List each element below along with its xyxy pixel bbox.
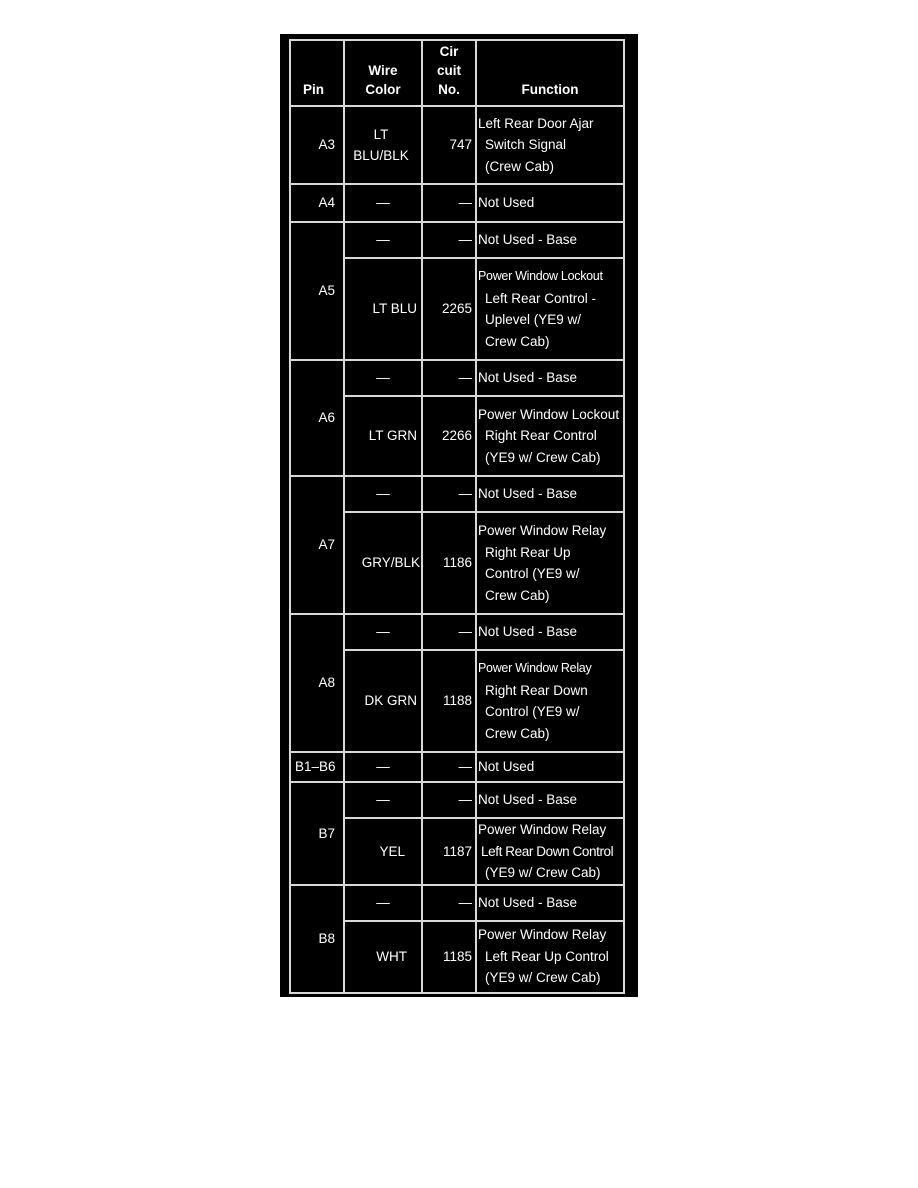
function-line: Control (YE9 w/ <box>485 704 580 719</box>
function-line: Left Rear Down Control <box>481 843 614 859</box>
circuit-cell: — <box>422 184 476 222</box>
function-line: (YE9 w/ Crew Cab) <box>485 970 601 986</box>
function-cell: Not Used - Base <box>476 222 624 258</box>
circuit-cell: 2266 <box>422 396 476 476</box>
circuit-cell: — <box>422 614 476 650</box>
function-line: Power Window Relay <box>478 523 607 538</box>
function-cell <box>476 106 624 184</box>
wire-color-cell: — <box>344 752 422 782</box>
function-cell: Not Used - Base <box>476 476 624 512</box>
function-cell: Not Used <box>476 184 624 222</box>
function-line: Power Window Relay <box>478 927 607 943</box>
function-line: Control (YE9 w/ <box>485 566 580 581</box>
pinout-table <box>289 39 625 994</box>
header-circuit-line: No. <box>438 82 460 97</box>
function-line: Right Rear Up <box>485 544 571 560</box>
function-line: Power Window Lockout <box>478 269 603 283</box>
function-cell <box>476 396 624 476</box>
pin-cell: B7 <box>290 782 344 885</box>
circuit-cell: 1186 <box>422 512 476 614</box>
function-cell <box>476 650 624 752</box>
header-circuit-line: cuit <box>436 63 461 78</box>
function-cell <box>476 818 624 885</box>
table-row-a4 <box>290 184 624 222</box>
pin-cell: B1–B6 <box>290 752 344 782</box>
header-function: Function <box>476 40 624 106</box>
table-row-a7-base <box>290 476 624 512</box>
function-line: Switch Signal <box>485 137 567 153</box>
table-row-b8-base <box>290 885 624 921</box>
function-line: Crew Cab) <box>485 587 550 603</box>
wire-color-cell: DK GRN <box>344 650 422 752</box>
wire-color-cell: — <box>344 360 422 396</box>
circuit-cell: 2265 <box>422 258 476 360</box>
function-line: Power Window Relay <box>478 661 592 675</box>
function-cell: Not Used - Base <box>476 614 624 650</box>
function-line: Left Rear Control - <box>485 290 597 306</box>
function-line: (Crew Cab) <box>485 158 555 174</box>
wire-color-cell: LT BLU <box>344 258 422 360</box>
function-cell: Not Used - Base <box>476 782 624 818</box>
table-row-b1-b6 <box>290 752 624 782</box>
connector-pinout-panel <box>280 34 638 997</box>
pin-cell: A8 <box>290 614 344 752</box>
wire-line: BLU/BLK <box>353 148 409 163</box>
wire-color-cell: — <box>344 476 422 512</box>
table-row-b7-base <box>290 782 624 818</box>
table-row-a5-base <box>290 222 624 258</box>
function-line: Crew Cab) <box>485 725 550 741</box>
pin-cell: B8 <box>290 885 344 993</box>
pin-cell: A6 <box>290 360 344 476</box>
function-cell: Not Used - Base <box>476 885 624 921</box>
table-row-a6-base <box>290 360 624 396</box>
wire-color-cell: — <box>344 782 422 818</box>
header-wire-line: Wire <box>368 63 398 78</box>
wire-color-cell: — <box>344 885 422 921</box>
function-line: Left Rear Up Control <box>485 948 609 964</box>
pin-cell: A7 <box>290 476 344 614</box>
table-header-row <box>290 40 624 106</box>
circuit-cell: 1187 <box>422 818 476 885</box>
function-line: Power Window Lockout <box>478 406 620 422</box>
circuit-cell: — <box>422 476 476 512</box>
wire-color-cell: YEL <box>344 818 422 885</box>
table-row-a8-base <box>290 614 624 650</box>
circuit-cell: — <box>422 752 476 782</box>
table-row-a3 <box>290 106 624 184</box>
circuit-cell: 1188 <box>422 650 476 752</box>
wire-color-cell: — <box>344 184 422 222</box>
header-wire-color <box>344 40 422 106</box>
wire-color-cell: — <box>344 614 422 650</box>
wire-color-cell: GRY/BLK <box>344 512 422 614</box>
wire-color-cell: — <box>344 222 422 258</box>
header-circuit-no <box>422 40 476 106</box>
header-wire-line: Color <box>365 82 401 97</box>
circuit-cell: 1185 <box>422 921 476 993</box>
pin-cell: A4 <box>290 184 344 222</box>
circuit-cell: — <box>422 782 476 818</box>
wire-color-cell: LT GRN <box>344 396 422 476</box>
wire-line: LT <box>373 126 389 142</box>
pin-cell: A3 <box>290 106 344 184</box>
function-cell: Not Used - Base <box>476 360 624 396</box>
circuit-cell: — <box>422 360 476 396</box>
circuit-cell: — <box>422 222 476 258</box>
header-circuit-line: Cir <box>439 44 459 59</box>
function-line: Right Rear Down <box>485 682 588 698</box>
wire-color-cell: WHT <box>344 921 422 993</box>
function-cell: Not Used <box>476 752 624 782</box>
function-line: Crew Cab) <box>485 333 550 349</box>
header-pin: Pin <box>290 40 344 106</box>
function-cell <box>476 921 624 993</box>
function-line: Uplevel (YE9 w/ <box>485 312 582 327</box>
circuit-cell: 747 <box>422 106 476 184</box>
function-line: (YE9 w/ Crew Cab) <box>485 449 601 465</box>
function-cell <box>476 512 624 614</box>
function-line: Right Rear Control <box>485 428 597 444</box>
function-cell <box>476 258 624 360</box>
function-line: Left Rear Door Ajar <box>478 115 594 131</box>
function-line: (YE9 w/ Crew Cab) <box>485 865 601 880</box>
pin-cell: A5 <box>290 222 344 360</box>
circuit-cell: — <box>422 885 476 921</box>
function-line: Power Window Relay <box>478 822 607 837</box>
wire-color-cell <box>344 106 422 184</box>
